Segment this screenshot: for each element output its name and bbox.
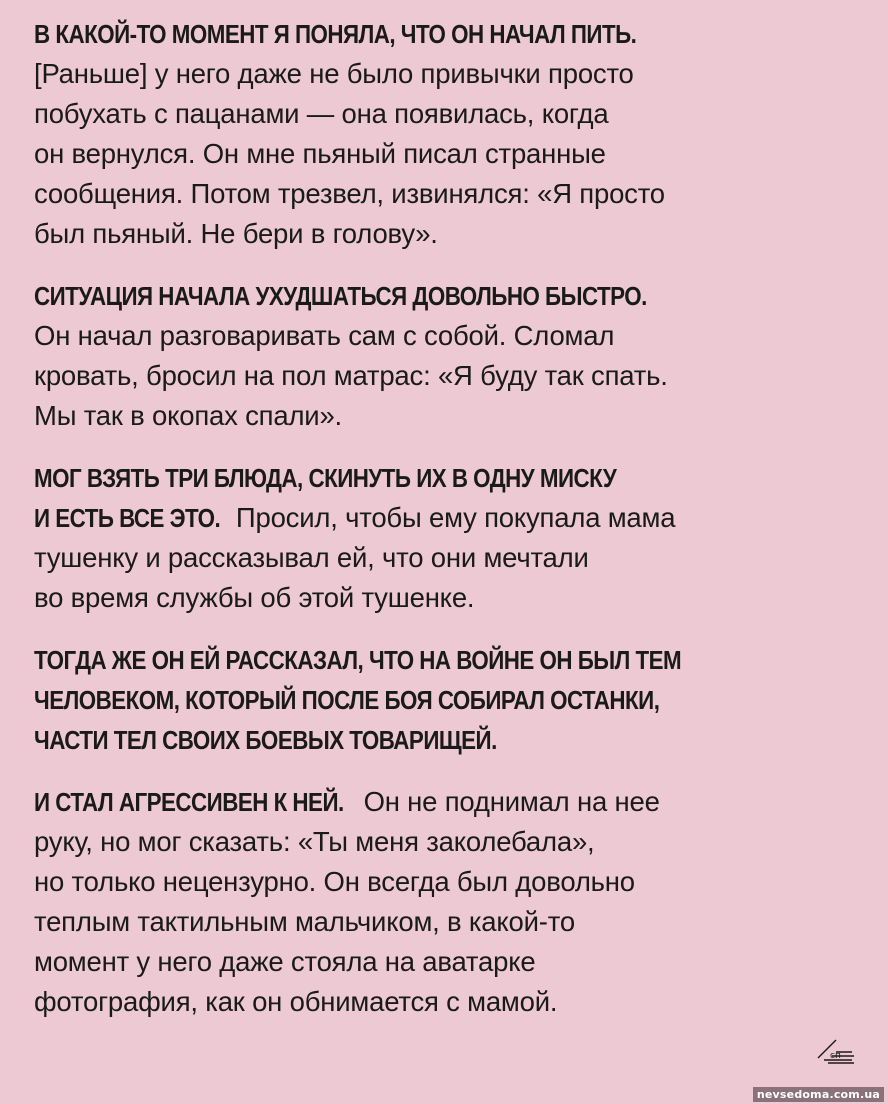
article-text	[34, 14, 874, 1044]
paragraph-3	[34, 458, 874, 618]
paragraph-mixed-line	[34, 498, 874, 538]
paragraph-line: во время службы об этой тушенке.	[34, 582, 475, 613]
paragraph-lead: СИТУАЦИЯ НАЧАЛА УХУДШАТЬСЯ ДОВОЛЬНО БЫСТРО.	[34, 281, 647, 311]
paragraph-lead-inline: И СТАЛ АГРЕССИВЕН К НЕЙ.	[34, 787, 344, 817]
paragraph-mixed-line	[34, 782, 874, 822]
paragraph-line: момент у него даже стояла на аватарке	[34, 946, 536, 977]
paragraph-line: он вернулся. Он мне пьяный писал странные	[34, 138, 606, 169]
paragraph-line: руку, но мог сказать: «Ты меня заколебала»,	[34, 826, 595, 857]
paragraph-line: но только нецензурно. Он всегда был довольно	[34, 866, 635, 897]
paragraph-line: [Раньше] у него даже не было привычки просто	[34, 58, 634, 89]
paragraph-lead: ЧЕЛОВЕКОМ, КОТОРЫЙ ПОСЛЕ БОЯ СОБИРАЛ ОСТАНКИ,	[34, 685, 660, 715]
paragraph-line: кровать, бросил на пол матрас: «Я буду так спать.	[34, 360, 668, 391]
hand-logo-icon	[816, 1036, 856, 1066]
paragraph-lead: ЧАСТИ ТЕЛ СВОИХ БОЕВЫХ ТОВАРИЩЕЙ.	[34, 725, 497, 755]
paragraph-line-rest: Просил, чтобы ему покупала мама	[228, 502, 676, 533]
paragraph-line-rest: Он не поднимал на нее	[356, 786, 660, 817]
paragraph-lead-inline: И ЕСТЬ ВСЕ ЭТО.	[34, 503, 221, 533]
logo-text: сп	[830, 1051, 841, 1061]
paragraph-line: тушенку и рассказывал ей, что они мечтали	[34, 542, 589, 573]
site-watermark: nevsedoma.com.ua	[753, 1087, 884, 1102]
paragraph-line: сообщения. Потом трезвел, извинялся: «Я просто	[34, 178, 665, 209]
paragraph-line: побухать с пацанами — она появилась, когда	[34, 98, 609, 129]
paragraph-5	[34, 782, 874, 1022]
paragraph-line: Он начал разговаривать сам с собой. Сломал	[34, 320, 615, 351]
paragraph-1	[34, 14, 874, 254]
paragraph-lead: МОГ ВЗЯТЬ ТРИ БЛЮДА, СКИНУТЬ ИХ В ОДНУ МИСКУ	[34, 463, 617, 493]
paragraph-line: Мы так в окопах спали».	[34, 400, 342, 431]
paragraph-2	[34, 276, 874, 436]
paragraph-line: был пьяный. Не бери в голову».	[34, 218, 438, 249]
paragraph-lead: ТОГДА ЖЕ ОН ЕЙ РАССКАЗАЛ, ЧТО НА ВОЙНЕ ОН БЫЛ ТЕМ	[34, 645, 682, 675]
paragraph-4	[34, 640, 874, 760]
paragraph-line: фотография, как он обнимается с мамой.	[34, 986, 558, 1017]
paragraph-line: теплым тактильным мальчиком, в какой-то	[34, 906, 575, 937]
paragraph-lead: В КАКОЙ-ТО МОМЕНТ Я ПОНЯЛА, ЧТО ОН НАЧАЛ ПИТЬ.	[34, 19, 637, 49]
